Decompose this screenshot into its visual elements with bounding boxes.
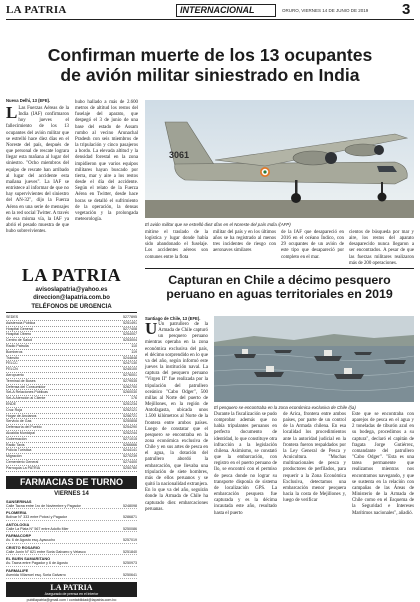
pharmacy-title: FARMACIAS DE TURNO <box>6 476 137 489</box>
dateline: ORURO, VIERNES 14 DE JUNIO DE 2019 <box>282 8 369 13</box>
story1-byline: Nueva Delhi, 13 (EFE). <box>6 98 51 103</box>
story2-column-1 <box>145 319 209 540</box>
story2-headline-line1: Capturan en Chile a décimo pesquero <box>168 273 391 287</box>
phone-row <box>6 466 137 472</box>
story1-headline-line1: Confirman muerte de los 13 ocupantes <box>47 45 373 65</box>
phone-name: Defensoría del Pueblo <box>6 425 42 430</box>
footer-contact: publilapatria@gmail.com / contabilidad@lapatria.com.bo <box>26 597 117 602</box>
sidebar <box>6 265 137 602</box>
phones-rule <box>6 312 137 313</box>
aircraft-illustration <box>145 100 414 218</box>
pharmacy-phone: 5250973 <box>123 561 137 566</box>
pharmacy-phone: 5251840 <box>123 549 137 554</box>
pharmacy-address: Avenida Villarroel esq. Soria Galvarro <box>6 573 66 578</box>
phone-name: Aeropuerto <box>6 372 24 377</box>
phone-name: Policía Turística <box>6 448 32 453</box>
phone-number: 5244141 <box>123 448 137 453</box>
phone-name: Radio Taxis <box>6 442 25 447</box>
phone-number: 5260030 <box>123 390 137 395</box>
phone-name: Hospital Obrero <box>6 332 32 337</box>
tail-number: 3061 <box>169 150 190 160</box>
phone-name: Defensa del Consumidor <box>6 384 46 389</box>
story1-column-4: militar del país y en los últimos años se ha registrado al menos tres incidentes de riesgo con aeronaves similares <box>213 230 276 254</box>
sidebar-logo: LA PATRIA <box>21 265 122 285</box>
phone-number: 5256721 <box>123 413 137 418</box>
phone-number: 5245100 <box>123 367 137 372</box>
aircraft-photo <box>145 100 414 218</box>
pharmacy-name: FARMACORP <box>6 533 32 539</box>
pharmacy-row <box>6 573 137 579</box>
phone-number: 5244848 <box>123 355 137 360</box>
story2-headline <box>145 274 414 302</box>
phone-name: SEDES <box>6 315 19 319</box>
phone-name: SeLA Relaciones Públicas <box>6 390 48 395</box>
story1-column-6: cientos de búsqueda por mar y aire, los restos del aparato desaparecido nunca llegaron a ser encontrados. A pesar de que las fuerzas militares realizaron más de 200 operaciones. <box>349 230 414 266</box>
footer-title: LA PATRIA <box>50 582 93 592</box>
pharmacy-address: Bolívar N° 333 entre Potosí y Pagador <box>6 515 67 520</box>
pharmacy-address: Calle Tacna entre 1ro de Noviembre y Pagador <box>6 503 81 508</box>
phone-number: 5251491 <box>123 320 137 325</box>
phone-name: ENDE <box>6 401 16 406</box>
phone-number: 5276001 <box>123 372 137 377</box>
phone-number: 5252244 <box>123 430 137 435</box>
dropcap: L <box>6 103 18 122</box>
pharmacy-address: Calle La Plata N° 567 entre Adolfo Mier <box>6 526 69 531</box>
phone-number: 5250808 <box>123 419 137 424</box>
dropcap-2: U <box>145 319 158 338</box>
story1-column-5: de la IAF que desapareció en 2016 en el océano Índico, con 29 ocupantes de un avión de este tipo que desapareció por completo en el mar. <box>281 230 344 260</box>
phone-name: FELCN <box>6 367 18 372</box>
phone-name: SeLA Atención al Cliente <box>6 396 46 401</box>
story2-column-3: Durante la fiscalización se pudo comprobar además que no había tripulantes peruanos en perfecto documento de identidad, lo que constituye otra infracción a la legislación chilena. Asimismo, se constató que la embarcación, con registro en el puerto peruano de Ilo, se encontró con el permiso de pesca donde no lograr su transporte disponía de sistema de localización GPS. La embarcación pesquera fue capturada y es la décima incautada este año, resultado hasta el puerto <box>214 412 277 516</box>
pharmacy-day: VIERNES 14 <box>54 490 89 497</box>
phone-number: 5250780 <box>123 465 137 470</box>
section-label: INTERNACIONAL <box>176 4 276 17</box>
story1-col1-text: Las Fuerzas Aéreas de la India (IAF) confirmaron hoy jueves el fallecimiento de los 13 ocupantes del avión militar que se estrelló hace diez días en el Noreste del país, después de que personal de rescate lograra llegar esta mañana al lugar del siniestro. "Ocho miembros del equipo de rescate han arribado al lugar del accidente esta mañana jueves". La IAF se entristece al informar de que no hay supervivientes del siniestro del AN-32", dijo la Fuerza Aérea en una serie de mensajes en la red social Twitter. A través de esa misma vía, la IAF ya abrió el pesado muestra de que hubo sobrevivientes. <box>6 106 69 235</box>
pharmacy-name: SANSERINAS <box>6 498 32 504</box>
story2-column-5: Este que se encontraba con aparejos de pesca en el agua y 2 toneladas de tiburón azul en su bodega, procedimos a su captura", declaró el capitán de fragata Jorge Gutiérrez, comandante del patrullero "Cabo Odger". "Esta es una tarea permanente que realizamos mientras nos encontramos navegando, y que se sustenta en la relación con campañas de las Áreas de Ministerio de la Armada de Chile como en el Esquema de la Seguridad e Intereses Marítimos nacionales", añadió. <box>352 412 414 516</box>
sidebar-email-1: avisoslapatria@yahoo.es <box>35 287 108 293</box>
phone-name: Servicio de Gas <box>6 419 32 424</box>
phone-name: Migración <box>6 454 22 459</box>
phone-name: Alcaldía Municipal <box>6 430 35 435</box>
phone-number: 5254290 <box>123 425 137 430</box>
phone-name: Hogar de Ancianos <box>6 413 37 418</box>
phone-number: 5271015 <box>123 436 137 441</box>
phone-number: 119 <box>131 349 137 354</box>
phone-number: 5266666 <box>123 442 137 447</box>
pharmacy-list <box>6 499 137 579</box>
pharmacy-phone: 5257019 <box>123 538 137 543</box>
phone-number: 5279535 <box>123 378 137 383</box>
pharmacy-row <box>6 527 137 533</box>
pharmacy-row <box>6 504 137 510</box>
phone-name: Hospital General <box>6 326 33 331</box>
phone-name: FELCC <box>6 361 18 366</box>
pharmacy-row <box>6 561 137 567</box>
phone-name: Bomberos <box>6 349 23 354</box>
pharmacy-address: Av. Tacna entre Pagador y 6 de Agosto <box>6 561 68 566</box>
story2-headline-line2: peruano en aguas territoriales en 2019 <box>166 286 393 301</box>
footer-sub: Asegurado de prensa en el interior <box>44 591 99 596</box>
story1-column-2: hubo hallado a más de 2.600 metros de altitud los restos del fuselaje del aparato, que despegó el 3 de junio de una base del estado de Assam rumbo al vecino Arunachal Pradesh con seis miembros de la tripulación y cinco pasajeros a bordo. La elevada altitud y la densidad forestal en la zona impidieron que varios equipos militares hayan buscado por tierra, mar y aire a los restos desde el día del accidente. Según el relato de la Fuerza Aérea en Twitter, desde hace horas se detalló el sufrimiento de la operación, la densas vegetación y la prolongada meteorología. <box>75 100 138 222</box>
pharmacy-name: FARMALIFE <box>6 568 29 574</box>
phone-name: Centro de Salud <box>6 338 32 343</box>
sidebar-footer <box>6 582 137 597</box>
phone-number: 5270239 <box>123 454 137 459</box>
phone-number: 5277408 <box>123 326 137 331</box>
story2-byline: Santiago de Chile, 13 (EFE). <box>145 316 201 321</box>
pharmacy-name: EL BUEN SAMARITANO <box>6 556 51 562</box>
phones-list <box>6 315 137 472</box>
masthead: LA PATRIA <box>6 4 67 16</box>
phones-title: TELÉFONOS DE URGENCIA <box>31 304 112 310</box>
phone-name: Parroquia La PATRIA <box>6 465 41 470</box>
phone-number: 5253004 <box>123 338 137 343</box>
harbor-photo <box>214 316 414 402</box>
sidebar-email-2: direccion@lapatria.com.bo <box>33 295 110 301</box>
phone-name: Asistencia Pública <box>6 320 36 325</box>
phone-name: Radio Patrulla <box>6 343 29 348</box>
pharmacy-phone: 5286871 <box>123 515 137 520</box>
phone-number: 5277895 <box>123 315 137 319</box>
pharmacy-address: Calle Junín N° 621 entre Soria Galvarro y Velasco <box>6 549 86 554</box>
story1-photo-caption: El avión militar que se estrelló diez días en el Noreste del país India /(AFP) <box>145 222 291 227</box>
phone-number: 5262700 <box>123 384 137 389</box>
harbor-illustration <box>214 316 414 402</box>
story2-col1-text: Un patrullero de la Armada de Chile capturó un pesquero peruano mientras operaba en la zona económica exclusiva del país, el décimo sorprendido en lo que va del año, según informó este jueves la institución naval. La captura del pesquero peruano "Virgen II" fue realizada por la tripulación del patrullero oceánico "Cabo Odger", 500 millas al Norte del puerto de Mejillones, en la región de Antofagasta, ubicada unos 1.500 kilómetros al Norte de la frontera entre ambos países. Luego de constatar que el pesquero se encontraba en la zona económica exclusiva de Chile y en sus artes de pesca en el agua, la dotación del patrullero abordó la embarcación, que llevaba una tripulación de siete hombres, más de ellos peruanos y se quitó la nacionalidad extranjera. En lo que va del año, seguirán donde la Armada de Chile ha capturado diez embarcaciones peruanas. <box>145 322 209 512</box>
story1-column-3: mitirse el traslado de la logística y lugar donde había sido abandonado el fuselaje. Los accidentes aéreos son comunes entre la flota <box>145 230 208 260</box>
pharmacy-name: PLOMERIA <box>6 510 27 516</box>
story1-headline <box>6 46 414 85</box>
phone-number: 5247130 <box>123 361 137 366</box>
phone-number: 5251234 <box>123 401 137 406</box>
story2-column-4: de Arica, frontera entre ambos países, por parte de un control de la Armada chilena. En esa localidad los procedimientos ante la autoridad judicial en la frontera fueron respaldados por la Ley General de Pesca y Acuicultura. "Muchas multinacionales de pesca y productores de perfilados, para requerir a la Zona Económica Exclusiva, detectamos una embarcación menor pesquera hacia la costa de Mejillones y, luego de verificar <box>283 412 346 504</box>
pharmacy-row <box>6 550 137 556</box>
phone-name: Terminal de Buses <box>6 378 36 383</box>
phone-number: 5252121 <box>123 407 137 412</box>
phone-name: Cruz Roja <box>6 407 22 412</box>
pharmacy-row <box>6 515 137 521</box>
phone-number: 176 <box>131 396 137 401</box>
page-number: 3 <box>402 1 411 18</box>
story2-photo-caption: El pesquero se encontraba en la zona económica exclusiva de Chile /(ia) <box>214 405 356 410</box>
phone-number: 5274400 <box>123 459 137 464</box>
story1-headline-line2: de avión militar siniestrado en India <box>60 64 360 85</box>
story1-column-1 <box>6 103 69 266</box>
pharmacy-phone: 5250086 <box>123 526 137 531</box>
phone-number: 5254007 <box>123 332 137 337</box>
pharmacy-address: Av. 6 de Agosto esq. Ayacucho <box>6 538 56 543</box>
pharmacy-name: CRISTO ROSARIO <box>6 544 40 550</box>
phone-name: Tránsito <box>6 355 19 360</box>
phone-number: 110 <box>131 343 137 348</box>
pharmacy-row <box>6 538 137 544</box>
phone-name: Cementerio General <box>6 459 39 464</box>
pharmacy-name: ANTOLOGIA <box>6 521 30 527</box>
phone-name: Gobernación <box>6 436 27 441</box>
story-divider <box>145 268 414 269</box>
pharmacy-phone: 5248098 <box>123 503 137 508</box>
pharmacy-phone: 5250641 <box>123 573 137 578</box>
header-rule <box>6 19 414 20</box>
